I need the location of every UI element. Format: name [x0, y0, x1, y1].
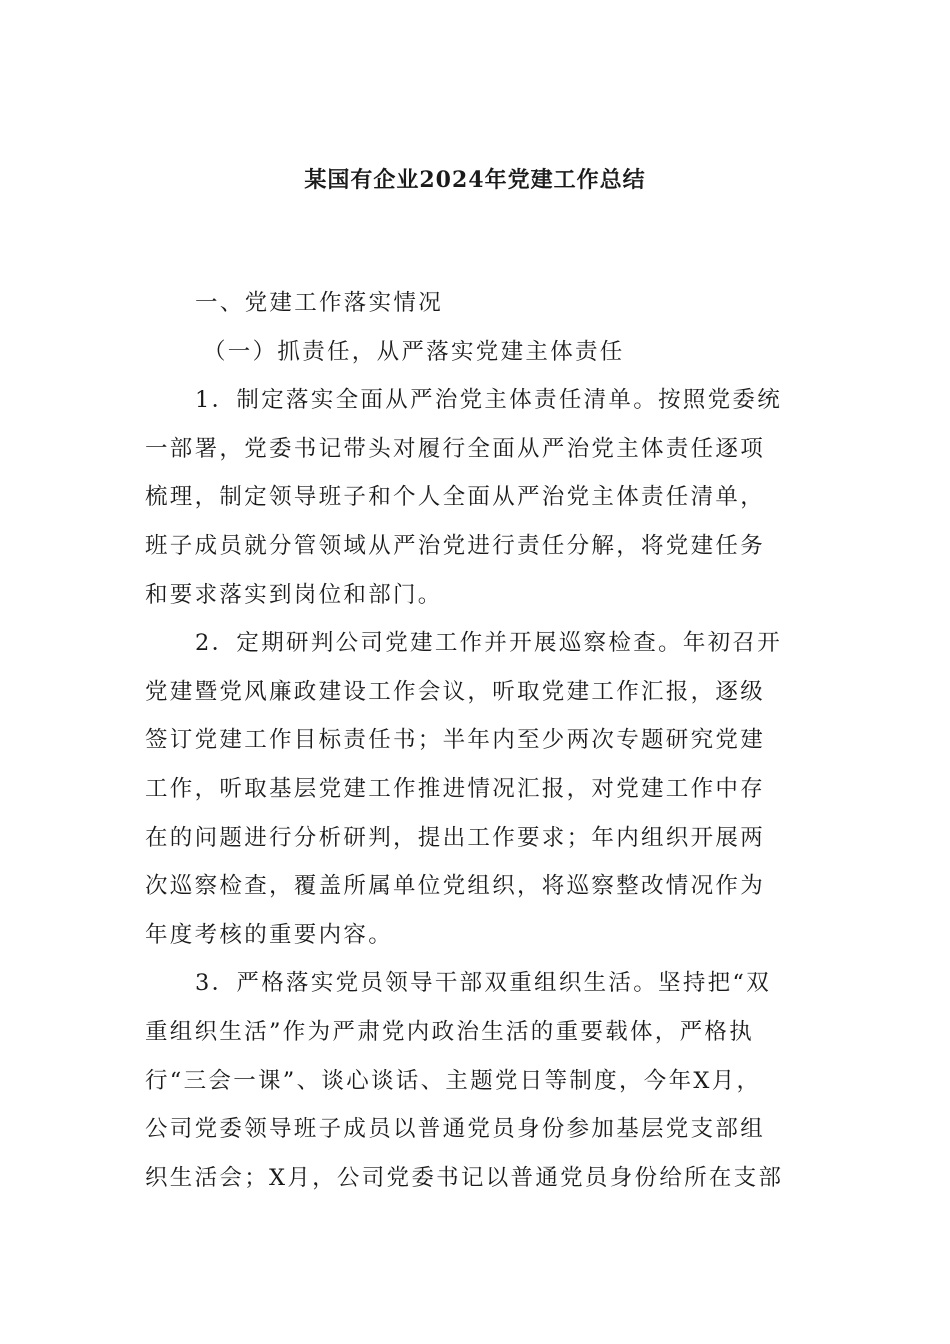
- paragraph-line: 签订党建工作目标责任书；半年内至少两次专题研究党建: [145, 727, 766, 754]
- paragraph-line: 公司党委领导班子成员以普通党员身份参加基层党支部组: [145, 1116, 766, 1143]
- paragraph-line: 1．制定落实全面从严治党主体责任清单。按照党委统: [195, 387, 783, 414]
- document-body: [145, 279, 811, 1202]
- paragraph-line: 行“三会一课”、谈心谈话、主题党日等制度，今年X月，: [145, 1067, 762, 1094]
- paragraph-line: 2．定期研判公司党建工作并开展巡察检查。年初召开: [195, 630, 783, 657]
- paragraph-line: 在的问题进行分析研判，提出工作要求；年内组织开展两: [145, 824, 766, 851]
- document-title: 某国有企业2024年党建工作总结: [304, 167, 646, 193]
- paragraph-line: 梳理，制定领导班子和个人全面从严治党主体责任清单，: [145, 484, 766, 511]
- paragraph-line: 工作，听取基层党建工作推进情况汇报，对党建工作中存: [145, 775, 766, 802]
- paragraph-line: 班子成员就分管领域从严治党进行责任分解，将党建任务: [145, 532, 766, 559]
- paragraph-line: 织生活会；X月，公司党委书记以普通党员身份给所在支部: [145, 1164, 784, 1191]
- paragraph-line: 年度考核的重要内容。: [145, 921, 394, 948]
- paragraph-line: 3．严格落实党员领导干部双重组织生活。坚持把“双: [195, 970, 772, 997]
- paragraph-line: 次巡察检查，覆盖所属单位党组织，将巡察整改情况作为: [145, 873, 766, 900]
- subsection-heading: （一）抓责任，从严落实党建主体责任: [203, 338, 625, 365]
- paragraph-line: 和要求落实到岗位和部门。: [145, 581, 443, 608]
- section-heading: 一、党建工作落实情况: [195, 290, 444, 316]
- paragraph-line: 一部署，党委书记带头对履行全面从严治党主体责任逐项: [145, 435, 766, 462]
- paragraph-line: 党建暨党风廉政建设工作会议，听取党建工作汇报，逐级: [145, 678, 766, 705]
- paragraph-line: 重组织生活”作为严肃党内政治生活的重要载体，严格执: [145, 1018, 755, 1045]
